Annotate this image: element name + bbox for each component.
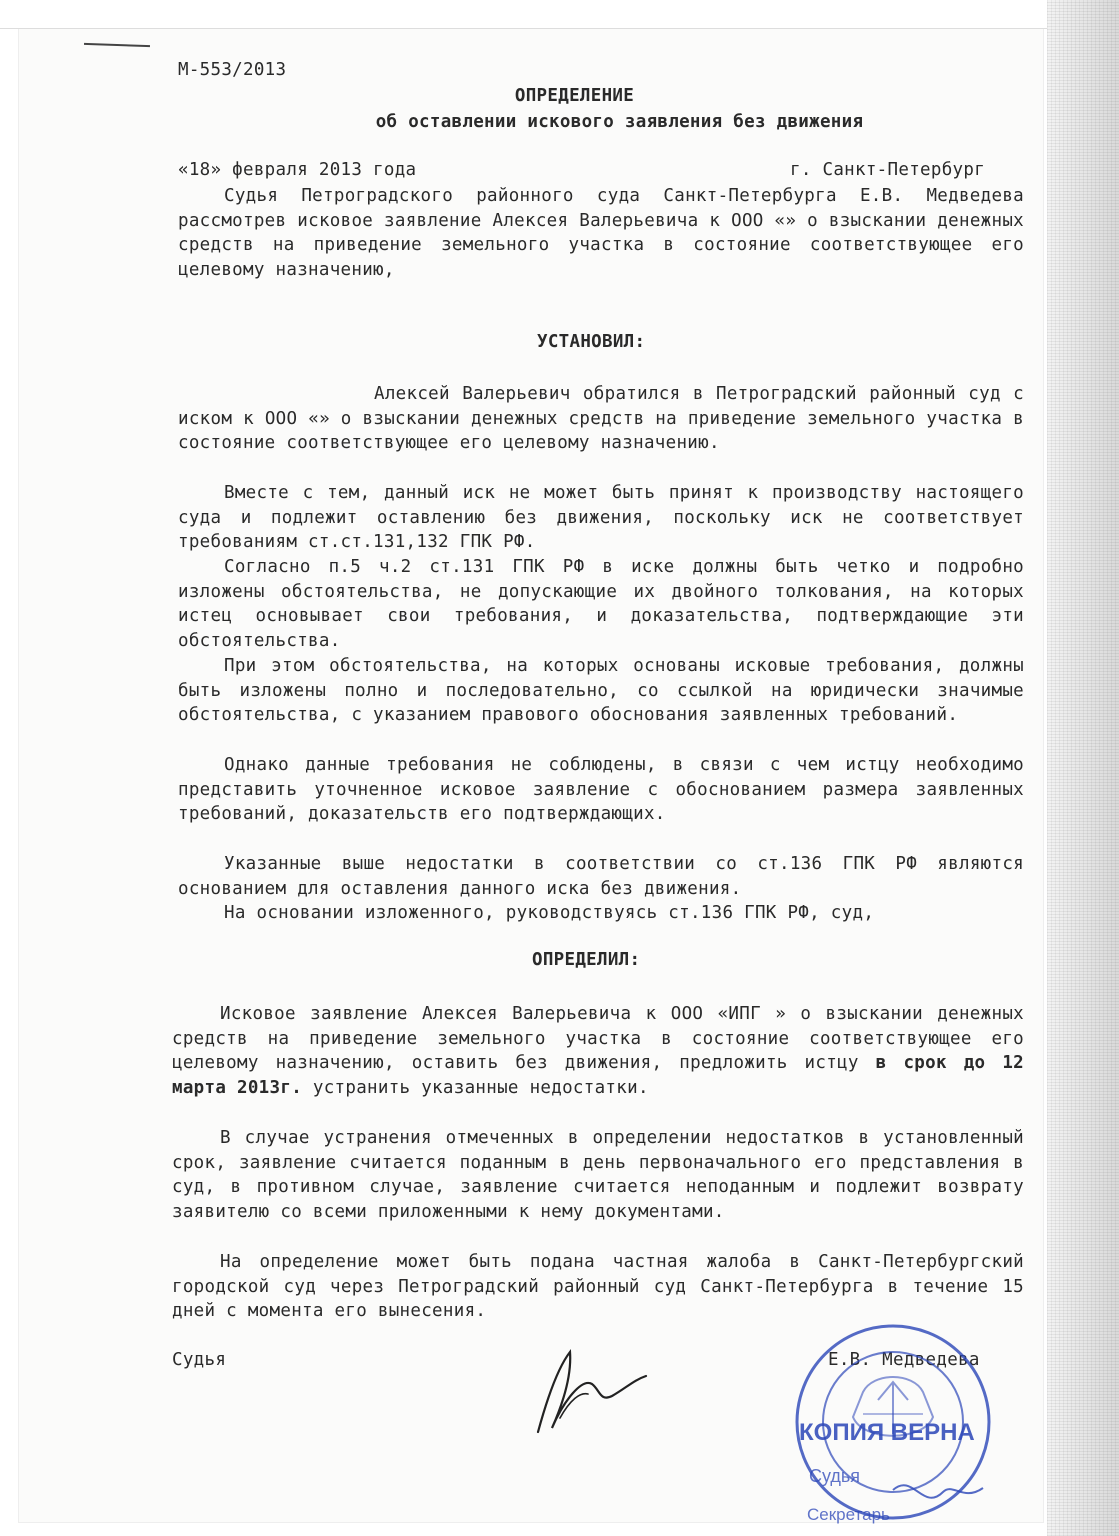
case-number: М-553/2013	[178, 60, 287, 80]
decision-main-text-end: устранить указанные недостатки.	[302, 1077, 649, 1098]
signature-image	[530, 1340, 650, 1440]
established-paragraph-1: Алексей Валерьевич обратился в Петроградский районный суд с иском к ООО «» о взыскании денежных средств на приведение земельного участка в состояние соответствующее его целевому назначению.	[178, 384, 1024, 454]
decided-heading: ОПРЕДЕЛИЛ:	[532, 950, 641, 970]
established-paragraph-2: Вместе с тем, данный иск не может быть принят к производству настоящего суда и подлежит оставлению без движения, поскольку иск не соответствует требованиям ст.ст.131,132 ГПК РФ.	[178, 483, 1024, 553]
established-paragraph-5: Однако данные требования не соблюдены, в связи с чем истцу необходимо представить уточненное исковое заявление с обоснованием размера заявленных требований, доказательств его подтверждающих.	[178, 755, 1024, 825]
court-stamp	[793, 1322, 1013, 1532]
stamp-line-1: Судья	[809, 1466, 861, 1486]
decision-main-text: Исковое заявление Алексея Валерьевича к ООО «ИПГ » о взыскании денежных средств на приведение земельного участка в состояние соответствующее его целевому назначению, оставить без движения, предложить истцу	[172, 1004, 1024, 1074]
decision-deadline: в срок до 12 марта 2013г.	[172, 1053, 1024, 1098]
established-paragraph-4: При этом обстоятельства, на которых основаны исковые требования, должны быть изложены полно и последовательно, со ссылкой на юридически значимые обстоятельства, с указанием правового обоснования заявленных требований.	[178, 656, 1024, 726]
intro-paragraph: Судья Петроградского районного суда Санкт-Петербурга Е.В. Медведева рассмотрев исковое заявление Алексея Валерьевича к ООО «» о взыскании денежных средств на приведение земельного участка в состояние соответствующее его целевому назначению,	[178, 186, 1024, 280]
document-subtitle: об оставлении искового заявления без движения	[375, 112, 864, 132]
judge-name: Е.В. Медведева	[828, 1350, 980, 1370]
scan-edge-noise	[1047, 0, 1119, 1536]
decided-paragraph-1: В случае устранения отмеченных в определении недостатков в установленный срок, заявление считается поданным в день первоначального его представления в суд, в противном случае, заявление считается неподанным и подлежит возврату заявителю со всеми приложенными к нему документами.	[172, 1128, 1024, 1222]
stamp-line-2: Секретарь	[807, 1505, 890, 1524]
scan-edge-line	[0, 28, 1119, 29]
established-paragraph-3: Согласно п.5 ч.2 ст.131 ГПК РФ в иске должны быть четко и подробно изложены обстоятельства, не допускающие их двойного толкования, на которых истец основывает свои требования, и доказательства, подтверждающие эти обстоятельства.	[178, 557, 1024, 651]
judge-label: Судья	[172, 1350, 227, 1370]
decided-paragraph-2: На определение может быть подана частная жалоба в Санкт-Петербургский городской суд через Петроградский районный суд Санкт-Петербурга в течение 15 дней с момента его вынесения.	[172, 1252, 1024, 1322]
established-paragraph-7: На основании изложенного, руководствуясь ст.136 ГПК РФ, суд,	[224, 903, 875, 923]
stamp-label: КОПИЯ ВЕРНА	[799, 1419, 975, 1446]
document-date: «18» февраля 2013 года	[178, 160, 417, 180]
established-heading: УСТАНОВИЛ:	[537, 332, 646, 352]
established-paragraph-6: Указанные выше недостатки в соответствии со ст.136 ГПК РФ являются основанием для оставления данного иска без движения.	[178, 854, 1024, 899]
document-city: г. Санкт-Петербург	[790, 160, 986, 180]
document-title: ОПРЕДЕЛЕНИЕ	[514, 86, 635, 106]
decision-main-paragraph	[172, 1002, 1024, 1100]
